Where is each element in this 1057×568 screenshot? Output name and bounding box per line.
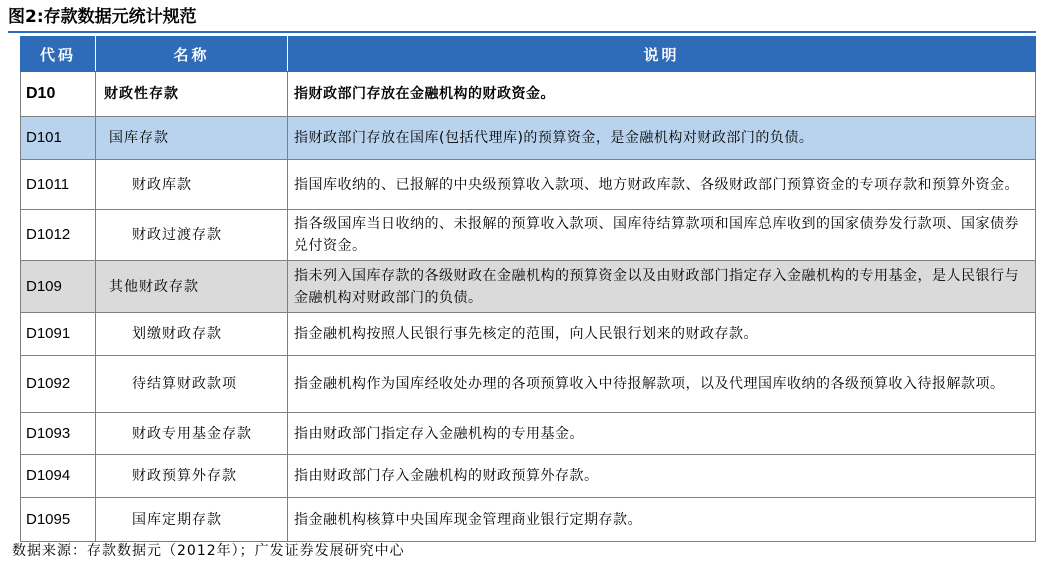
row-code: D109 [21, 261, 96, 313]
table-row [21, 455, 1036, 498]
table-row [21, 498, 1036, 542]
table-header-row [21, 37, 1036, 72]
table-row [21, 261, 1036, 313]
header-code: 代码 [21, 37, 96, 72]
row-code: D10 [21, 72, 96, 117]
table-row [21, 160, 1036, 210]
header-description: 说明 [288, 37, 1036, 72]
row-name: 其他财政存款 [96, 261, 288, 313]
row-description: 指由财政部门存入金融机构的财政预算外存款。 [288, 455, 1036, 498]
table-row [21, 117, 1036, 160]
row-code: D1094 [21, 455, 96, 498]
row-description: 指金融机构核算中央国库现金管理商业银行定期存款。 [288, 498, 1036, 542]
row-name: 财政库款 [96, 160, 288, 210]
row-description: 指国库收纳的、已报解的中央级预算收入款项、地方财政库款、各级财政部门预算资金的专项存款和预算外资金。 [288, 160, 1036, 210]
row-name: 国库定期存款 [96, 498, 288, 542]
row-description: 指未列入国库存款的各级财政在金融机构的预算资金以及由财政部门指定存入金融机构的专用基金，是人民银行与金融机构对财政部门的负债。 [288, 261, 1036, 313]
header-name: 名称 [96, 37, 288, 72]
row-description: 指金融机构按照人民银行事先核定的范围，向人民银行划来的财政存款。 [288, 313, 1036, 356]
row-code: D1091 [21, 313, 96, 356]
table-row [21, 210, 1036, 261]
row-name: 财政预算外存款 [96, 455, 288, 498]
row-code: D1012 [21, 210, 96, 261]
table-row [21, 313, 1036, 356]
row-description: 指各级国库当日收纳的、未报解的预算收入款项、国库待结算款项和国库总库收到的国家债券发行款项、国家债券兑付资金。 [288, 210, 1036, 261]
figure-title: 图2:存款数据元统计规范 [8, 7, 197, 27]
deposit-data-table [20, 36, 1036, 542]
row-code: D1093 [21, 413, 96, 455]
table-row [21, 72, 1036, 117]
row-description: 指金融机构作为国库经收处办理的各项预算收入中待报解款项，以及代理国库收纳的各级预算收入待报解款项。 [288, 356, 1036, 413]
table-row [21, 413, 1036, 455]
table-row [21, 356, 1036, 413]
row-description: 指由财政部门指定存入金融机构的专用基金。 [288, 413, 1036, 455]
row-code: D1011 [21, 160, 96, 210]
row-name: 财政过渡存款 [96, 210, 288, 261]
row-description: 指财政部门存放在国库(包括代理库)的预算资金，是金融机构对财政部门的负债。 [288, 117, 1036, 160]
row-name: 待结算财政款项 [96, 356, 288, 413]
title-divider [8, 31, 1036, 33]
row-code: D1095 [21, 498, 96, 542]
row-name: 国库存款 [96, 117, 288, 160]
row-name: 财政性存款 [96, 72, 288, 117]
row-code: D1092 [21, 356, 96, 413]
data-source-note: 数据来源：存款数据元（2012年）；广发证券发展研究中心 [12, 543, 405, 559]
row-name: 划缴财政存款 [96, 313, 288, 356]
row-name: 财政专用基金存款 [96, 413, 288, 455]
row-description: 指财政部门存放在金融机构的财政资金。 [288, 72, 1036, 117]
row-code: D101 [21, 117, 96, 160]
